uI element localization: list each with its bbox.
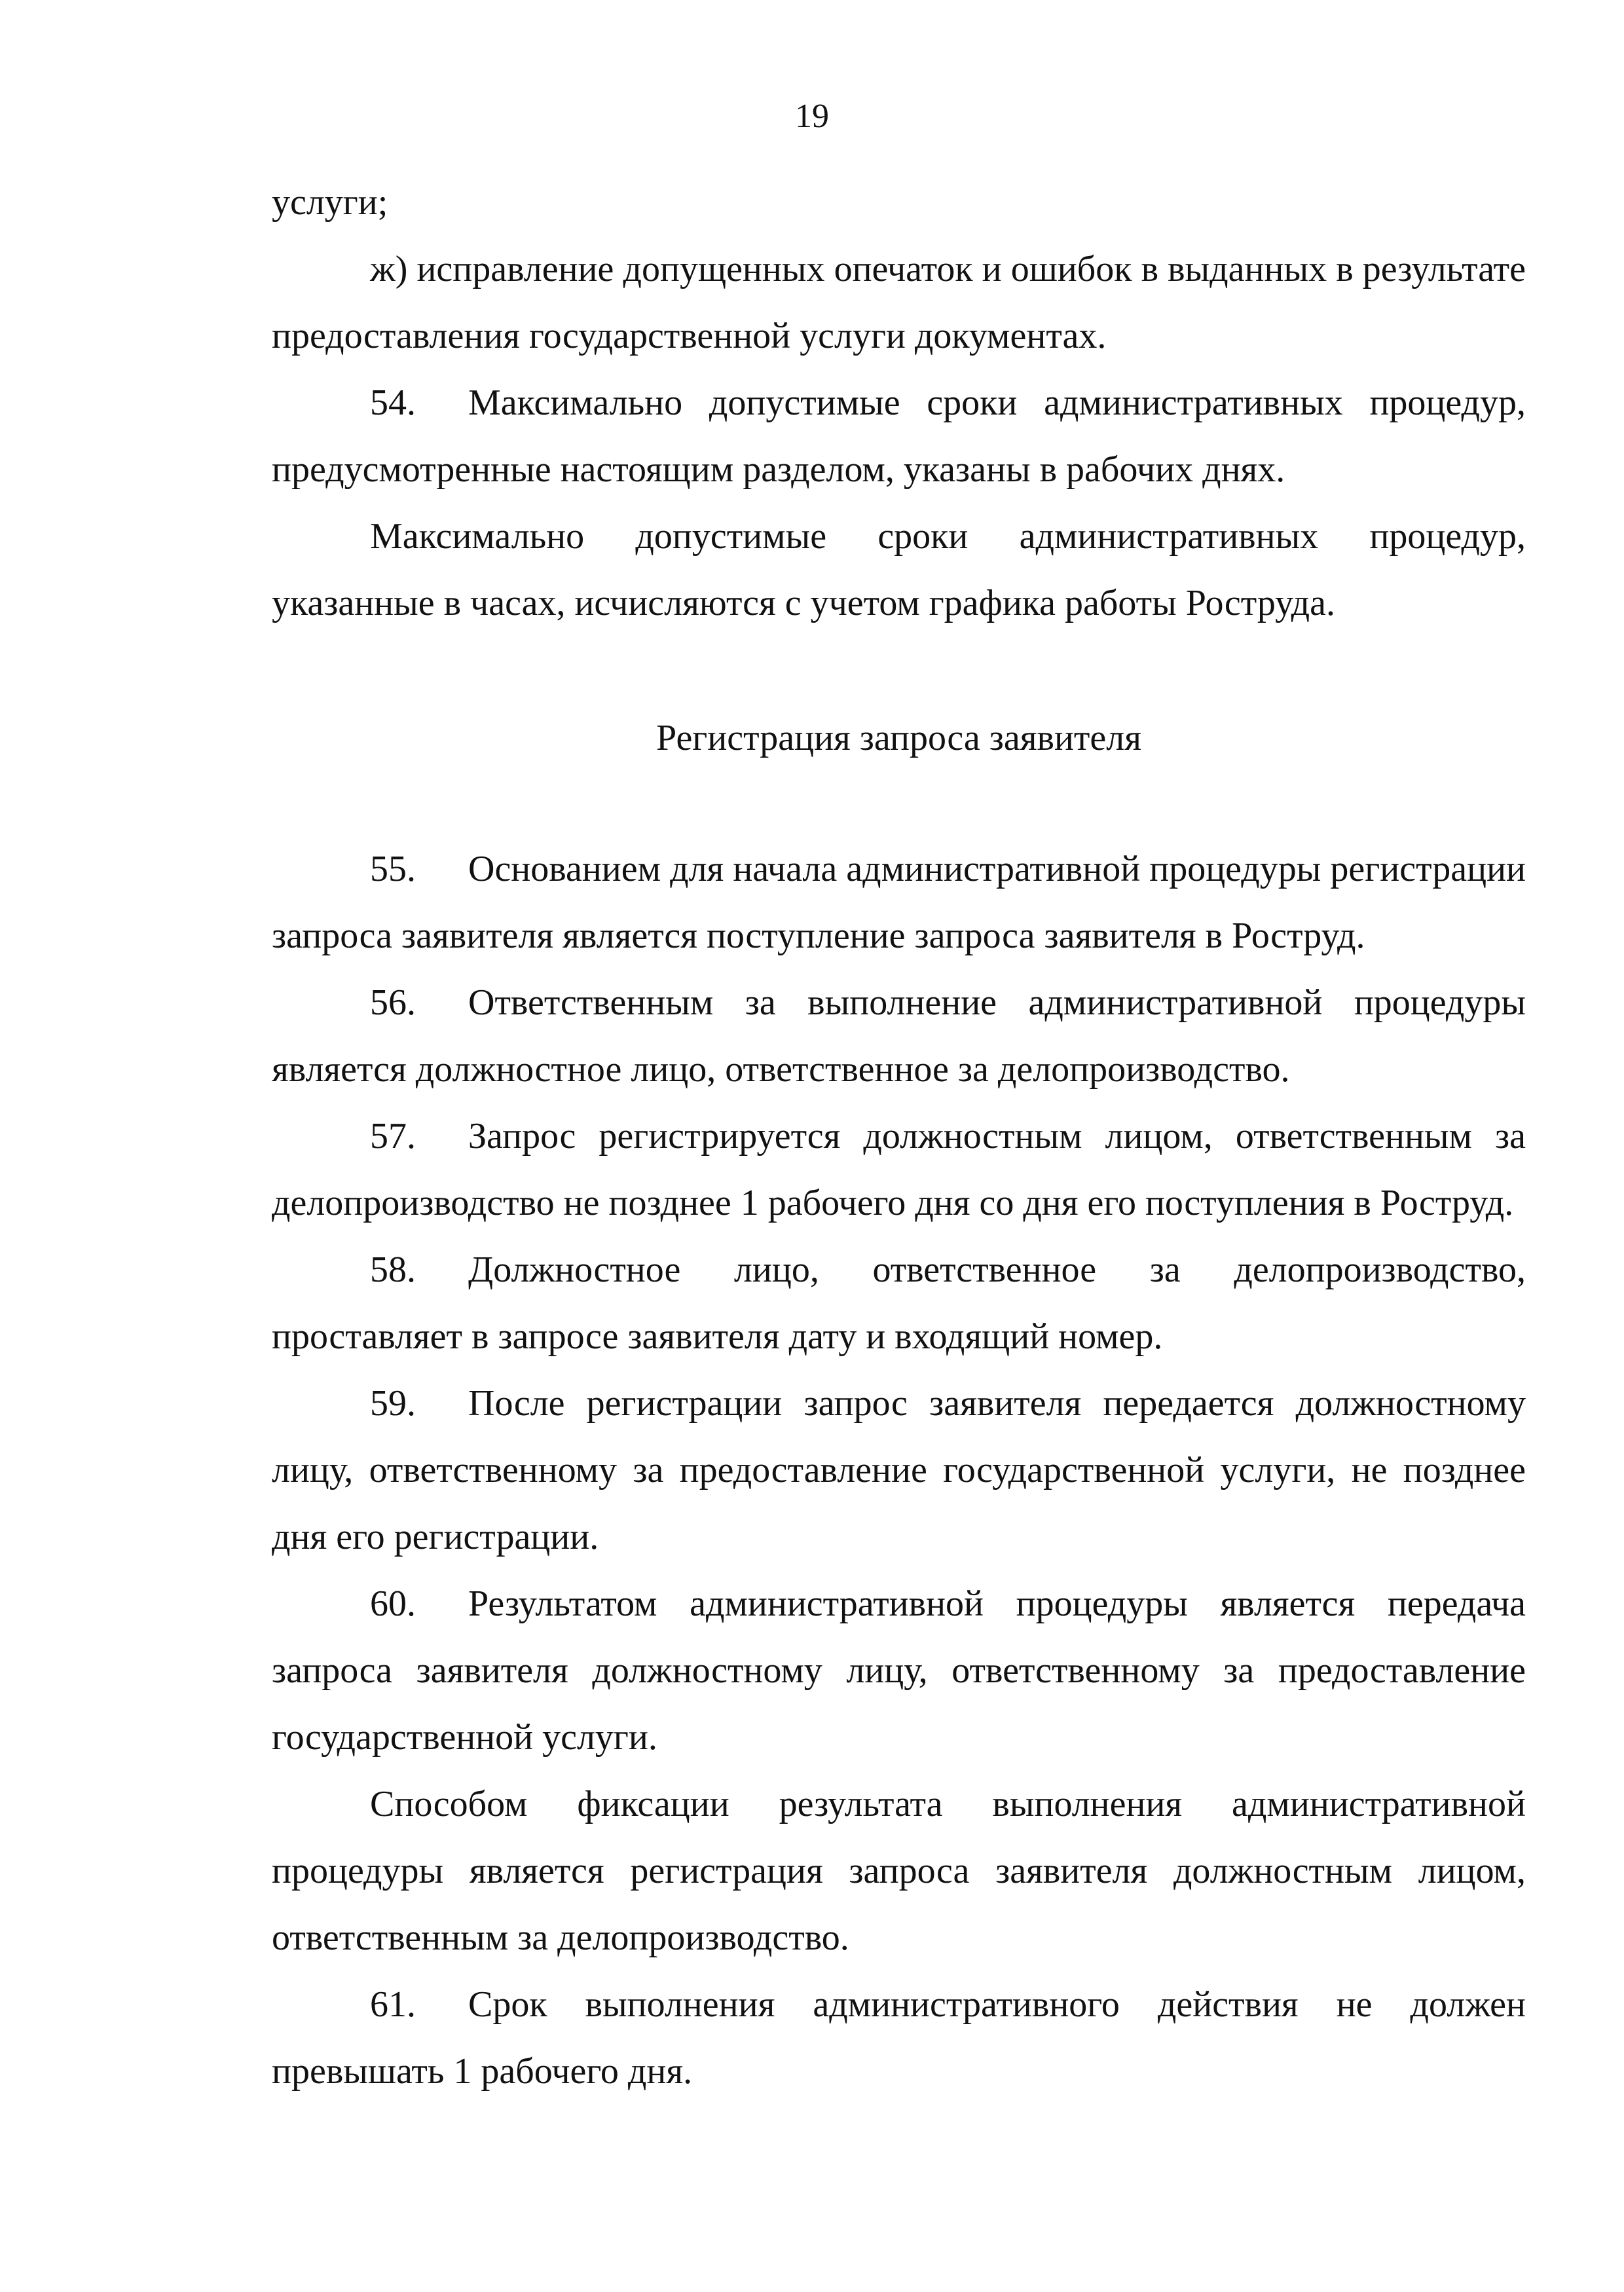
paragraph-text: Способом фиксации результата выполнения административной процедуры является регистрация запроса заявителя должностным лицом, ответственным за делопроизводство. xyxy=(272,1784,1526,1958)
paragraph xyxy=(272,169,1526,236)
document-body xyxy=(272,169,1526,2105)
paragraph-text: Должностное лицо, ответственное за делопроизводство, проставляет в запросе заявителя дату и входящий номер. xyxy=(272,1249,1526,1357)
paragraph-text: услуги; xyxy=(272,182,388,223)
paragraph-number: 54. xyxy=(370,382,416,423)
paragraph xyxy=(272,1103,1526,1236)
paragraph-number: 61. xyxy=(370,1984,416,2025)
paragraph xyxy=(272,369,1526,503)
paragraph-number: 57. xyxy=(370,1116,416,1156)
paragraph xyxy=(272,503,1526,637)
paragraph xyxy=(272,969,1526,1103)
paragraph-number: 59. xyxy=(370,1383,416,1424)
paragraph xyxy=(272,236,1526,369)
paragraph-number: 58. xyxy=(370,1249,416,1290)
paragraph-text: Запрос регистрируется должностным лицом, ответственным за делопроизводство не позднее 1 рабочего дня со дня его поступления в Роструд. xyxy=(272,1116,1526,1223)
paragraph-number: 55. xyxy=(370,849,416,889)
paragraph-text: Результатом административной процедуры является передача запроса заявителя должностному лицу, ответственному за предоставление государственной услуги. xyxy=(272,1583,1526,1758)
paragraph xyxy=(272,836,1526,969)
paragraph-text: Максимально допустимые сроки административных процедур, предусмотренные настоящим разделом, указаны в рабочих днях. xyxy=(272,382,1526,490)
paragraph xyxy=(272,1570,1526,1771)
paragraph-text: ж) исправление допущенных опечаток и ошибок в выданных в результате предоставления государственной услуги документах. xyxy=(272,249,1526,356)
page-number: 19 xyxy=(795,98,829,135)
paragraph-number: 60. xyxy=(370,1583,416,1624)
paragraph-text: Основанием для начала административной процедуры регистрации запроса заявителя является поступление запроса заявителя в Роструд. xyxy=(272,849,1526,956)
paragraph xyxy=(272,1236,1526,1370)
paragraph-text: Ответственным за выполнение административной процедуры является должностное лицо, ответственное за делопроизводство. xyxy=(272,982,1526,1090)
paragraph-text: После регистрации запрос заявителя передается должностному лицу, ответственному за предоставление государственной услуги, не позднее дня его регистрации. xyxy=(272,1383,1526,1557)
paragraph xyxy=(272,1370,1526,1570)
paragraph xyxy=(272,1971,1526,2105)
paragraph-number: 56. xyxy=(370,982,416,1023)
paragraph xyxy=(272,1771,1526,1971)
paragraph-text: Максимально допустимые сроки административных процедур, указанные в часах, исчисляются с учетом графика работы Роструда. xyxy=(272,516,1526,623)
section-heading: Регистрация запроса заявителя xyxy=(656,718,1141,758)
paragraph-text: Срок выполнения административного действия не должен превышать 1 рабочего дня. xyxy=(272,1984,1526,2092)
